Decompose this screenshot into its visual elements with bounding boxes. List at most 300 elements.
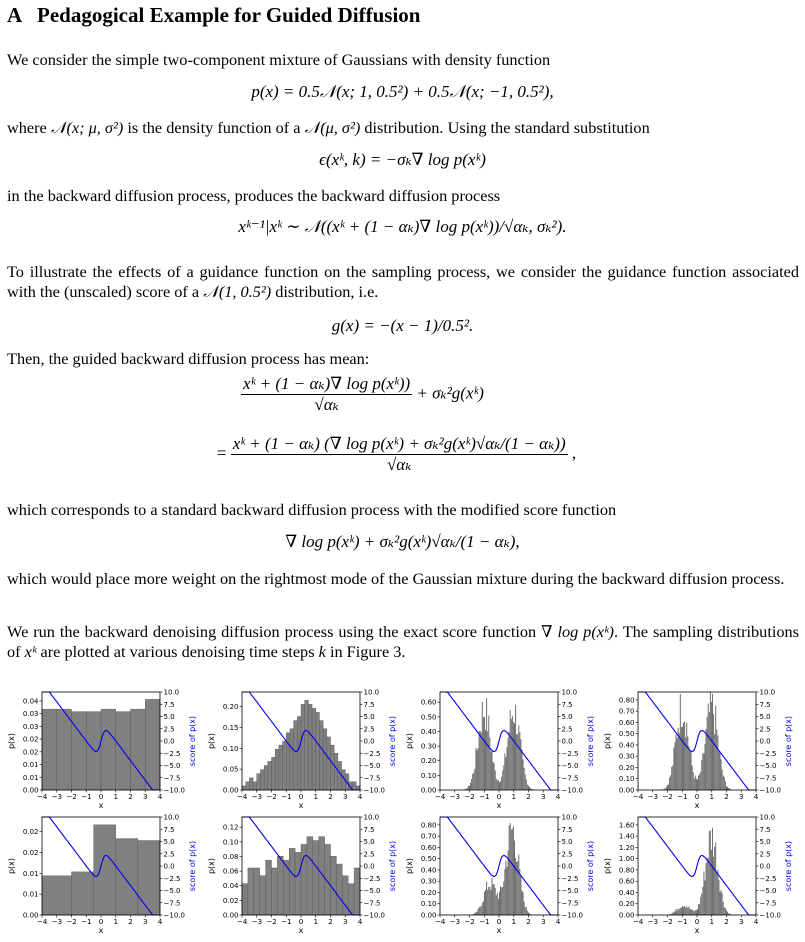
histogram-bar bbox=[679, 909, 680, 915]
x-tick-label: 4 bbox=[158, 792, 163, 801]
y-axis-label: p(x) bbox=[207, 733, 216, 749]
x-tick-label: −4 bbox=[435, 792, 446, 801]
histogram-bar bbox=[42, 709, 57, 790]
x-tick-label: 1 bbox=[511, 917, 516, 926]
y2-tick-label: 10.0 bbox=[760, 814, 776, 822]
histogram-bar bbox=[242, 786, 246, 790]
x-tick-label: −1 bbox=[281, 917, 292, 926]
x-tick-label: 0 bbox=[695, 792, 700, 801]
x-tick-label: −2 bbox=[464, 792, 475, 801]
histogram-bar bbox=[519, 869, 520, 915]
y-tick-label: 0.60 bbox=[421, 699, 437, 707]
y-tick-label: 0.00 bbox=[23, 912, 39, 920]
p8-d: in Figure 3. bbox=[330, 642, 406, 661]
histogram-bar bbox=[482, 903, 483, 915]
p2-normal-dist: 𝒩(μ, σ²) bbox=[305, 118, 361, 137]
histogram-bar bbox=[691, 910, 692, 915]
p2-b: is the density function of a bbox=[127, 118, 300, 137]
histogram-bar bbox=[478, 748, 479, 790]
x-tick-label: −4 bbox=[435, 917, 446, 926]
histogram-bar bbox=[490, 890, 491, 915]
y2-tick-label: −10.0 bbox=[164, 787, 185, 795]
y-tick-label: 0.20 bbox=[619, 764, 635, 772]
y2-tick-label: 5.0 bbox=[164, 713, 175, 721]
y2-tick-label: 2.5 bbox=[364, 725, 375, 733]
histogram-bar bbox=[356, 786, 360, 790]
y-tick-label: 0.02 bbox=[223, 897, 239, 905]
histogram-bar bbox=[72, 712, 87, 790]
histogram-bar bbox=[681, 727, 682, 790]
histogram-bar bbox=[515, 705, 516, 790]
y-tick-label: 0.30 bbox=[619, 753, 635, 761]
histogram-bar bbox=[699, 774, 700, 790]
histogram-bar bbox=[489, 737, 490, 790]
x-tick-label: −3 bbox=[51, 917, 62, 926]
equation-substitution bbox=[0, 150, 805, 170]
histogram-bar bbox=[487, 890, 488, 915]
histogram-bar bbox=[682, 727, 683, 790]
y2-tick-label: 2.5 bbox=[760, 725, 771, 733]
x-axis-label: x bbox=[99, 926, 104, 935]
y-tick-label: 0.05 bbox=[223, 766, 239, 774]
equation-modified-score bbox=[0, 532, 805, 552]
histogram-bar bbox=[327, 737, 331, 790]
histogram-bar bbox=[714, 734, 715, 790]
histogram-bar bbox=[249, 778, 253, 790]
p8-score-fn: ∇ log p(xᵏ) bbox=[541, 622, 614, 641]
histogram-bar bbox=[72, 872, 94, 915]
y2-tick-label: −5.0 bbox=[760, 887, 777, 895]
histogram-bar bbox=[726, 786, 727, 790]
x-tick-label: −3 bbox=[647, 792, 658, 801]
histogram-bar bbox=[145, 699, 160, 790]
histogram-bar bbox=[705, 881, 706, 915]
histogram-bar bbox=[715, 842, 716, 915]
histogram-bar bbox=[683, 723, 684, 790]
histogram-bar bbox=[512, 716, 513, 790]
histogram-bar bbox=[495, 770, 496, 790]
figure-grid bbox=[0, 672, 805, 942]
histogram-bar bbox=[497, 780, 498, 790]
histogram-bar bbox=[522, 750, 523, 790]
y-tick-label: 0.00 bbox=[223, 912, 239, 920]
histogram-bar bbox=[491, 878, 492, 915]
p8-c: are plotted at various denoising time steps bbox=[41, 642, 315, 661]
y2-tick-label: −7.5 bbox=[364, 774, 381, 782]
y2-axis-label: score of p(x) bbox=[784, 841, 793, 891]
histogram-bar bbox=[697, 780, 698, 790]
histogram-bar bbox=[703, 872, 704, 915]
y-tick-label: 0.20 bbox=[223, 703, 239, 711]
y2-tick-label: −7.5 bbox=[760, 774, 777, 782]
section-number: A bbox=[7, 3, 37, 28]
histogram-bar bbox=[517, 734, 518, 790]
y2-tick-label: −7.5 bbox=[164, 899, 181, 907]
equation-guidance-text: g(x) = −(x − 1)/0.5². bbox=[332, 316, 473, 335]
x-tick-label: −2 bbox=[662, 917, 673, 926]
histogram-bar bbox=[698, 776, 699, 790]
y2-tick-label: 5.0 bbox=[562, 838, 573, 846]
histogram-bar bbox=[691, 752, 692, 790]
histogram-bar bbox=[688, 746, 689, 790]
x-tick-label: 0 bbox=[497, 917, 502, 926]
histogram-bar bbox=[715, 706, 716, 790]
y2-tick-label: −5.0 bbox=[364, 762, 381, 770]
y-tick-label: 0.20 bbox=[421, 757, 437, 765]
y-tick-label: 0.01 bbox=[23, 891, 39, 899]
histogram-bar bbox=[689, 751, 690, 790]
histogram-bar bbox=[699, 904, 700, 915]
y2-tick-label: 0.0 bbox=[760, 863, 771, 871]
x-tick-label: −3 bbox=[449, 792, 460, 801]
chart-5 bbox=[207, 814, 397, 936]
x-tick-label: 3 bbox=[143, 792, 148, 801]
histogram-bar bbox=[494, 884, 495, 915]
histogram-bar bbox=[700, 897, 701, 915]
y-tick-label: 0.15 bbox=[223, 724, 239, 732]
histogram-bar bbox=[483, 901, 484, 915]
y2-tick-label: −10.0 bbox=[164, 912, 185, 920]
histogram-bar bbox=[495, 888, 496, 915]
y-tick-label: 0.50 bbox=[421, 855, 437, 863]
histogram-bar bbox=[260, 876, 266, 915]
y2-tick-label: −7.5 bbox=[562, 774, 579, 782]
histogram-bar bbox=[724, 907, 725, 915]
histogram-bar bbox=[716, 872, 717, 915]
histogram-bar bbox=[277, 856, 283, 915]
histogram-bar bbox=[507, 747, 508, 790]
x-tick-label: 2 bbox=[328, 792, 333, 801]
y-tick-label: 0.60 bbox=[619, 719, 635, 727]
y2-tick-label: 7.5 bbox=[562, 826, 573, 834]
histogram-bar bbox=[725, 908, 726, 915]
x-tick-label: −3 bbox=[251, 917, 262, 926]
y-tick-label: 0.02 bbox=[23, 748, 39, 756]
histogram-bar bbox=[702, 753, 703, 790]
y2-tick-label: 10.0 bbox=[562, 689, 578, 697]
histogram-bar bbox=[693, 772, 694, 790]
histogram-bar bbox=[487, 731, 488, 790]
histogram-bar bbox=[686, 906, 687, 915]
histogram-bar bbox=[42, 876, 72, 915]
x-tick-label: 0 bbox=[299, 792, 304, 801]
x-tick-label: 4 bbox=[358, 792, 363, 801]
y-tick-label: 1.00 bbox=[619, 855, 635, 863]
histogram-bar bbox=[525, 907, 526, 915]
histogram-bar bbox=[516, 734, 517, 790]
histogram-bar bbox=[706, 863, 707, 915]
histogram-bar bbox=[504, 753, 505, 790]
x-tick-label: −4 bbox=[237, 917, 248, 926]
histogram-bar bbox=[471, 779, 472, 790]
x-tick-label: −2 bbox=[662, 792, 673, 801]
score-line bbox=[440, 692, 558, 790]
histogram-bar bbox=[319, 721, 323, 790]
y2-tick-label: 2.5 bbox=[760, 850, 771, 858]
histogram-bar bbox=[116, 839, 138, 915]
histogram-bar bbox=[698, 904, 699, 915]
y2-tick-label: 7.5 bbox=[164, 826, 175, 834]
histogram-bar bbox=[707, 717, 708, 790]
y2-tick-label: −5.0 bbox=[760, 762, 777, 770]
histogram-bar bbox=[316, 712, 320, 790]
histogram-bar bbox=[499, 892, 500, 915]
x-tick-label: 1 bbox=[709, 917, 714, 926]
y-tick-label: 0.70 bbox=[421, 833, 437, 841]
histogram-bar bbox=[497, 893, 498, 915]
chart-6 bbox=[405, 814, 595, 936]
histogram-bar bbox=[517, 861, 518, 915]
histogram-bar bbox=[509, 826, 510, 915]
histogram-bar bbox=[526, 907, 527, 915]
histogram-bar bbox=[242, 884, 248, 915]
x-tick-label: 2 bbox=[724, 792, 729, 801]
y2-tick-label: 0.0 bbox=[562, 863, 573, 871]
x-tick-label: 0 bbox=[99, 792, 104, 801]
y-tick-label: 0.10 bbox=[421, 772, 437, 780]
histogram-bar bbox=[481, 906, 482, 915]
histogram-bar bbox=[470, 783, 471, 790]
histogram-bar bbox=[722, 770, 723, 790]
mean1-numerator: xᵏ + (1 − αₖ)∇ log p(xᵏ)) bbox=[241, 374, 412, 395]
equation-backward bbox=[0, 217, 805, 237]
histogram-bar bbox=[696, 779, 697, 790]
y-tick-label: 0.80 bbox=[619, 866, 635, 874]
histogram-bar bbox=[272, 757, 276, 790]
histogram-bar bbox=[518, 854, 519, 915]
histogram-bar bbox=[684, 906, 685, 915]
histogram-bar bbox=[500, 782, 501, 790]
x-axis-label: x bbox=[695, 926, 700, 935]
y2-tick-label: 0.0 bbox=[760, 738, 771, 746]
x-tick-label: 3 bbox=[541, 917, 546, 926]
histogram-bar bbox=[313, 841, 319, 915]
histogram-bar bbox=[308, 704, 312, 790]
mean2-equals: = bbox=[217, 443, 227, 462]
x-tick-label: 0 bbox=[99, 917, 104, 926]
y2-axis-label: score of p(x) bbox=[188, 716, 197, 766]
histogram-bar bbox=[676, 909, 677, 915]
x-tick-label: −2 bbox=[266, 917, 277, 926]
y-axis-label: p(x) bbox=[405, 858, 414, 874]
histogram-bar bbox=[720, 892, 721, 915]
equation-substitution-text: ϵ(xᵏ, k) = −σₖ∇ log p(xᵏ) bbox=[319, 150, 486, 169]
paragraph-5: Then, the guided backward diffusion process has mean: bbox=[7, 349, 799, 369]
y-tick-label: 0.70 bbox=[619, 708, 635, 716]
histogram-bar bbox=[717, 735, 718, 790]
y-tick-label: 0.04 bbox=[23, 697, 39, 705]
histogram-bar bbox=[668, 784, 669, 790]
y2-tick-label: −7.5 bbox=[364, 899, 381, 907]
x-axis-label: x bbox=[99, 801, 104, 810]
equation-guidance bbox=[0, 316, 805, 336]
y2-tick-label: −2.5 bbox=[562, 875, 579, 883]
y-tick-label: 0.03 bbox=[23, 710, 39, 718]
y2-tick-label: −5.0 bbox=[562, 762, 579, 770]
histogram-bar bbox=[501, 887, 502, 915]
y2-tick-label: −10.0 bbox=[364, 787, 385, 795]
histogram-bar bbox=[724, 777, 725, 790]
histogram-bar bbox=[505, 757, 506, 790]
x-tick-label: 4 bbox=[158, 917, 163, 926]
y-tick-label: 0.01 bbox=[23, 761, 39, 769]
y2-tick-label: 10.0 bbox=[364, 814, 380, 822]
histogram-bar bbox=[684, 721, 685, 790]
y2-tick-label: 10.0 bbox=[364, 689, 380, 697]
x-axis-label: x bbox=[299, 801, 304, 810]
histogram-bar bbox=[268, 761, 272, 790]
y2-tick-label: 7.5 bbox=[364, 826, 375, 834]
y-tick-label: 0.12 bbox=[223, 824, 239, 832]
x-tick-label: 3 bbox=[143, 917, 148, 926]
paragraph-4 bbox=[7, 262, 799, 302]
histogram-bar bbox=[101, 709, 116, 790]
histogram-bar bbox=[712, 828, 713, 915]
histogram-bar bbox=[511, 829, 512, 915]
histogram-bar bbox=[524, 902, 525, 915]
histogram-bar bbox=[279, 745, 283, 790]
x-tick-label: 2 bbox=[526, 917, 531, 926]
y2-tick-label: 2.5 bbox=[164, 850, 175, 858]
p8-a: We run the backward denoising diffusion process using the exact score function bbox=[7, 622, 536, 641]
mean2-tail: , bbox=[572, 443, 576, 462]
histogram-bar bbox=[523, 759, 524, 790]
x-tick-label: −4 bbox=[633, 792, 644, 801]
histogram-bar bbox=[705, 744, 706, 790]
y2-axis-label: score of p(x) bbox=[784, 716, 793, 766]
histogram-bar bbox=[695, 910, 696, 915]
y-tick-label: 0.00 bbox=[421, 787, 437, 795]
histogram-bar bbox=[714, 847, 715, 915]
histogram-bar bbox=[677, 738, 678, 790]
y2-tick-label: 0.0 bbox=[562, 738, 573, 746]
p4-b: distribution, i.e. bbox=[275, 282, 378, 301]
y2-tick-label: 10.0 bbox=[164, 814, 180, 822]
y-tick-label: 0.03 bbox=[23, 723, 39, 731]
histogram-bar bbox=[680, 694, 681, 790]
x-tick-label: −2 bbox=[66, 917, 77, 926]
histogram-bar bbox=[529, 787, 530, 790]
y2-tick-label: 7.5 bbox=[760, 701, 771, 709]
equation-density bbox=[0, 82, 805, 102]
y-tick-label: 0.01 bbox=[23, 870, 39, 878]
histogram-bar bbox=[727, 912, 728, 915]
paragraph-8 bbox=[7, 622, 799, 662]
histogram-bar bbox=[505, 861, 506, 915]
y2-axis-label: score of p(x) bbox=[388, 716, 397, 766]
histogram-bar bbox=[709, 831, 710, 915]
histogram-bar bbox=[694, 778, 695, 790]
x-tick-label: −2 bbox=[266, 792, 277, 801]
y2-tick-label: −2.5 bbox=[760, 750, 777, 758]
histogram-bar bbox=[722, 893, 723, 915]
histogram-bar bbox=[710, 692, 711, 790]
score-line bbox=[638, 692, 756, 790]
y-axis-label: p(x) bbox=[207, 858, 216, 874]
histogram-bar bbox=[677, 911, 678, 915]
y-axis-label: p(x) bbox=[405, 733, 414, 749]
x-tick-label: 2 bbox=[128, 917, 133, 926]
y-tick-label: 0.60 bbox=[421, 844, 437, 852]
histogram-bar bbox=[697, 909, 698, 915]
x-tick-label: 1 bbox=[313, 792, 318, 801]
histogram-bar bbox=[702, 887, 703, 915]
histogram-bar bbox=[246, 782, 250, 790]
x-tick-label: −3 bbox=[449, 917, 460, 926]
x-tick-label: −2 bbox=[464, 917, 475, 926]
histogram-bar bbox=[683, 907, 684, 915]
paragraph-2 bbox=[7, 118, 799, 138]
y-axis-label: p(x) bbox=[603, 858, 612, 874]
paragraph-1: We consider the simple two-component mixture of Gaussians with density function bbox=[7, 50, 799, 70]
histogram-bar bbox=[693, 910, 694, 915]
y2-axis-label: score of p(x) bbox=[586, 841, 595, 891]
histogram-bar bbox=[508, 738, 509, 790]
y-tick-label: 0.00 bbox=[421, 912, 437, 920]
histogram-bar bbox=[323, 729, 327, 790]
y-tick-label: 1.40 bbox=[619, 833, 635, 841]
histogram-bar bbox=[671, 767, 672, 790]
x-tick-label: 2 bbox=[128, 792, 133, 801]
histogram-bar bbox=[672, 765, 673, 790]
histogram-bar bbox=[522, 891, 523, 915]
y-tick-label: 0.10 bbox=[223, 838, 239, 846]
histogram-bar bbox=[479, 731, 480, 790]
histogram-bar bbox=[674, 911, 675, 915]
histogram-bar bbox=[686, 723, 687, 790]
histogram-bar bbox=[307, 837, 313, 915]
histogram-bar bbox=[685, 908, 686, 915]
y-tick-label: 0.02 bbox=[23, 828, 39, 836]
y2-tick-label: −2.5 bbox=[562, 750, 579, 758]
histogram-bar bbox=[476, 750, 477, 790]
histogram-bar bbox=[312, 708, 316, 790]
y2-tick-label: 0.0 bbox=[164, 863, 175, 871]
y-tick-label: 0.06 bbox=[223, 868, 239, 876]
x-tick-label: 0 bbox=[695, 917, 700, 926]
y2-tick-label: 0.0 bbox=[364, 738, 375, 746]
y2-tick-label: 10.0 bbox=[760, 689, 776, 697]
y2-tick-label: 5.0 bbox=[364, 713, 375, 721]
histogram-bar bbox=[475, 748, 476, 790]
histogram-bar bbox=[482, 702, 483, 790]
equation-mean-2 bbox=[0, 434, 799, 475]
histogram-bar bbox=[721, 759, 722, 790]
y2-tick-label: −5.0 bbox=[562, 887, 579, 895]
score-line bbox=[638, 817, 756, 915]
y-tick-label: 1.20 bbox=[619, 844, 635, 852]
y-tick-label: 0.20 bbox=[421, 889, 437, 897]
histogram-bar bbox=[57, 709, 72, 790]
y2-tick-label: 10.0 bbox=[562, 814, 578, 822]
histogram-bar bbox=[716, 729, 717, 790]
y-tick-label: 0.60 bbox=[619, 878, 635, 886]
x-axis-label: x bbox=[695, 801, 700, 810]
x-tick-label: 4 bbox=[754, 792, 759, 801]
y-tick-label: 1.60 bbox=[619, 821, 635, 829]
histogram-bar bbox=[488, 716, 489, 790]
histogram-bar bbox=[486, 881, 487, 915]
histogram-bar bbox=[711, 850, 712, 915]
x-tick-label: −4 bbox=[37, 792, 48, 801]
y2-tick-label: 2.5 bbox=[562, 850, 573, 858]
histogram-bar bbox=[502, 770, 503, 790]
histogram-bar bbox=[469, 786, 470, 790]
y-tick-label: 0.00 bbox=[619, 912, 635, 920]
y-tick-label: 0.40 bbox=[421, 728, 437, 736]
y2-tick-label: 2.5 bbox=[364, 850, 375, 858]
x-axis-label: x bbox=[497, 926, 502, 935]
